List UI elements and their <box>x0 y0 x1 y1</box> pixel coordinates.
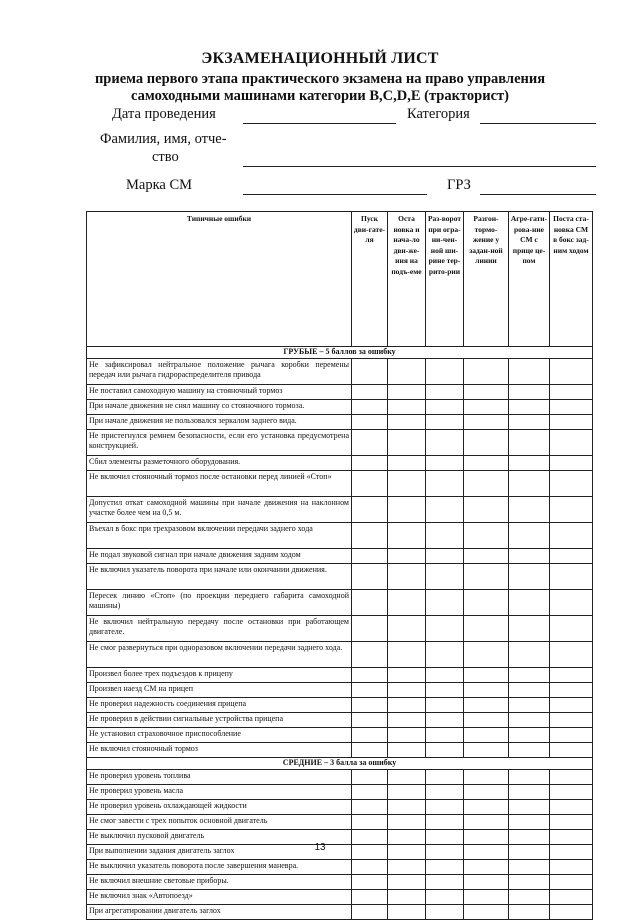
mark-cell[interactable] <box>550 430 593 456</box>
mark-cell[interactable] <box>352 616 388 642</box>
mark-cell[interactable] <box>550 683 593 698</box>
mark-cell[interactable] <box>464 785 509 800</box>
table-row <box>87 415 593 430</box>
mark-cell[interactable] <box>509 890 550 905</box>
mark-cell[interactable] <box>464 400 509 415</box>
mark-cell[interactable] <box>464 875 509 890</box>
col-header: Агре-гати-рова-ние СМ с прице це-пом <box>509 212 550 347</box>
mark-cell[interactable] <box>550 642 593 668</box>
mark-cell[interactable] <box>388 385 426 400</box>
table-row <box>87 875 593 890</box>
page-number: 13 <box>314 842 326 853</box>
name-label-2: ство <box>152 149 179 165</box>
mark-cell[interactable] <box>550 890 593 905</box>
error-description: Не смог развернуться при одноразовом включении передачи заднего хода. <box>87 642 352 668</box>
mark-cell[interactable] <box>509 549 550 564</box>
table-row <box>87 785 593 800</box>
mark-cell[interactable] <box>550 616 593 642</box>
mark-cell[interactable] <box>426 642 464 668</box>
error-description: Не выключил пусковой двигатель <box>87 830 352 845</box>
mark-cell[interactable] <box>509 642 550 668</box>
mark-cell[interactable] <box>426 890 464 905</box>
mark-cell[interactable] <box>388 743 426 758</box>
error-description: Не включил нейтральную передачу после остановки при работающем двигателе. <box>87 616 352 642</box>
mark-cell[interactable] <box>352 549 388 564</box>
mark-cell[interactable] <box>509 815 550 830</box>
table-row <box>87 400 593 415</box>
mark-cell[interactable] <box>352 359 388 385</box>
table-row <box>87 698 593 713</box>
mark-cell[interactable] <box>426 385 464 400</box>
error-description: Не проверил уровень масла <box>87 785 352 800</box>
table-row <box>87 523 593 549</box>
doc-subtitle-1: приема первого этапа практического экзамена на право управления <box>94 71 546 87</box>
mark-cell[interactable] <box>388 642 426 668</box>
mark-cell[interactable] <box>509 785 550 800</box>
mark-cell[interactable] <box>388 728 426 743</box>
errors-table <box>86 211 593 920</box>
mark-cell[interactable] <box>464 713 509 728</box>
mark-cell[interactable] <box>509 800 550 815</box>
mark-cell[interactable] <box>464 564 509 590</box>
mark-cell[interactable] <box>352 713 388 728</box>
mark-cell[interactable] <box>509 698 550 713</box>
mark-cell[interactable] <box>388 471 426 497</box>
mark-cell[interactable] <box>426 616 464 642</box>
mark-cell[interactable] <box>550 815 593 830</box>
mark-cell[interactable] <box>550 471 593 497</box>
mark-cell[interactable] <box>550 860 593 875</box>
mark-cell[interactable] <box>550 564 593 590</box>
mark-cell[interactable] <box>388 698 426 713</box>
mark-cell[interactable] <box>352 471 388 497</box>
mark-cell[interactable] <box>388 359 426 385</box>
error-description: При агрегатировании двигатель заглох <box>87 905 352 920</box>
error-description: Не смог завести с трех попыток основной двигатель <box>87 815 352 830</box>
mark-cell[interactable] <box>426 875 464 890</box>
table-row <box>87 860 593 875</box>
mark-cell[interactable] <box>550 456 593 471</box>
table-row <box>87 683 593 698</box>
mark-cell[interactable] <box>426 698 464 713</box>
mark-cell[interactable] <box>550 668 593 683</box>
table-row <box>87 905 593 920</box>
mark-cell[interactable] <box>509 860 550 875</box>
error-description: Не подал звуковой сигнал при начале движения задним ходом <box>87 549 352 564</box>
mark-cell[interactable] <box>550 728 593 743</box>
mark-cell[interactable] <box>426 683 464 698</box>
mark-cell[interactable] <box>352 430 388 456</box>
mark-cell[interactable] <box>550 785 593 800</box>
error-description: Не включил внешние световые приборы. <box>87 875 352 890</box>
plate-label: ГРЗ <box>447 177 471 193</box>
mark-cell[interactable] <box>352 456 388 471</box>
plate-field-line[interactable] <box>480 194 596 195</box>
mark-cell[interactable] <box>509 564 550 590</box>
error-description: Не проверил в действии сигнальные устройства прицепа <box>87 713 352 728</box>
mark-cell[interactable] <box>464 549 509 564</box>
section-title: СРЕДНИЕ – 3 балла за ошибку <box>87 758 593 770</box>
category-field-line[interactable] <box>480 123 596 124</box>
mark-cell[interactable] <box>509 430 550 456</box>
col-header: Оста новка и нача-ло дви-же-ния на подъ-еме <box>388 212 426 347</box>
mark-cell[interactable] <box>426 590 464 616</box>
table-row <box>87 549 593 564</box>
date-field-line[interactable] <box>243 123 396 124</box>
mark-cell[interactable] <box>464 770 509 785</box>
mark-cell[interactable] <box>550 770 593 785</box>
mark-cell[interactable] <box>388 430 426 456</box>
mark-cell[interactable] <box>352 683 388 698</box>
mark-cell[interactable] <box>509 456 550 471</box>
mark-cell[interactable] <box>464 456 509 471</box>
mark-cell[interactable] <box>426 456 464 471</box>
mark-cell[interactable] <box>426 430 464 456</box>
mark-cell[interactable] <box>550 415 593 430</box>
table-row <box>87 815 593 830</box>
table-row <box>87 642 593 668</box>
table-row <box>87 890 593 905</box>
mark-cell[interactable] <box>464 743 509 758</box>
mark-cell[interactable] <box>388 523 426 549</box>
mark-cell[interactable] <box>426 668 464 683</box>
mark-cell[interactable] <box>426 549 464 564</box>
mark-cell[interactable] <box>388 800 426 815</box>
section-header-row <box>87 347 593 359</box>
mark-cell[interactable] <box>426 785 464 800</box>
error-description: При выполнении задания двигатель заглох <box>87 845 352 860</box>
mark-cell[interactable] <box>352 385 388 400</box>
error-description: Произвел более трех подъездов к прицепу <box>87 668 352 683</box>
table-row <box>87 564 593 590</box>
error-description: Пересек линию «Стоп» (по проекции переднего габарита самоходной машины) <box>87 590 352 616</box>
error-description: Допустил откат самоходной машины при начале движения на наклонном участке более чем на 0,5 м. <box>87 497 352 523</box>
mark-cell[interactable] <box>352 590 388 616</box>
mark-cell[interactable] <box>352 523 388 549</box>
mark-cell[interactable] <box>464 890 509 905</box>
section-header-row <box>87 758 593 770</box>
mark-cell[interactable] <box>352 415 388 430</box>
table-row <box>87 430 593 456</box>
mark-cell[interactable] <box>464 415 509 430</box>
mark-cell[interactable] <box>509 471 550 497</box>
mark-cell[interactable] <box>509 359 550 385</box>
mark-cell[interactable] <box>426 815 464 830</box>
mark-cell[interactable] <box>352 668 388 683</box>
mark-cell[interactable] <box>426 359 464 385</box>
mark-cell[interactable] <box>550 590 593 616</box>
table-row <box>87 728 593 743</box>
error-description: Не поставил самоходную машину на стояночный тормоз <box>87 385 352 400</box>
brand-label: Марка СМ <box>126 177 193 193</box>
mark-cell[interactable] <box>352 770 388 785</box>
mark-cell[interactable] <box>352 815 388 830</box>
error-description: При начале движения не снял машину со стояночного тормоза. <box>87 400 352 415</box>
mark-cell[interactable] <box>388 905 426 920</box>
mark-cell[interactable] <box>509 616 550 642</box>
table-row <box>87 668 593 683</box>
mark-cell[interactable] <box>352 642 388 668</box>
mark-cell[interactable] <box>426 564 464 590</box>
error-description: Не выключил указатель поворота после завершения маневра. <box>87 860 352 875</box>
mark-cell[interactable] <box>352 890 388 905</box>
mark-cell[interactable] <box>352 800 388 815</box>
mark-cell[interactable] <box>352 785 388 800</box>
mark-cell[interactable] <box>388 564 426 590</box>
brand-field-line[interactable] <box>243 194 427 195</box>
mark-cell[interactable] <box>550 713 593 728</box>
mark-cell[interactable] <box>464 497 509 523</box>
mark-cell[interactable] <box>388 875 426 890</box>
mark-cell[interactable] <box>388 668 426 683</box>
mark-cell[interactable] <box>509 743 550 758</box>
mark-cell[interactable] <box>388 815 426 830</box>
mark-cell[interactable] <box>550 549 593 564</box>
error-description: При начале движения не пользовался зеркалом заднего вида. <box>87 415 352 430</box>
mark-cell[interactable] <box>464 590 509 616</box>
mark-cell[interactable] <box>388 683 426 698</box>
mark-cell[interactable] <box>426 905 464 920</box>
mark-cell[interactable] <box>509 400 550 415</box>
mark-cell[interactable] <box>352 497 388 523</box>
error-description: Въехал в бокс при трехразовом включении передачи заднего хода <box>87 523 352 549</box>
mark-cell[interactable] <box>464 385 509 400</box>
mark-cell[interactable] <box>464 860 509 875</box>
mark-cell[interactable] <box>509 415 550 430</box>
table-row <box>87 800 593 815</box>
mark-cell[interactable] <box>464 905 509 920</box>
mark-cell[interactable] <box>388 785 426 800</box>
mark-cell[interactable] <box>426 770 464 785</box>
mark-cell[interactable] <box>464 683 509 698</box>
table-row <box>87 456 593 471</box>
error-description: Не включил стояночный тормоз <box>87 743 352 758</box>
table-header-row <box>87 212 593 347</box>
table-row <box>87 590 593 616</box>
error-description: Не включил знак «Автопоезд» <box>87 890 352 905</box>
table-row <box>87 616 593 642</box>
mark-cell[interactable] <box>352 905 388 920</box>
mark-cell[interactable] <box>509 497 550 523</box>
table-row <box>87 497 593 523</box>
mark-cell[interactable] <box>509 770 550 785</box>
mark-cell[interactable] <box>509 523 550 549</box>
mark-cell[interactable] <box>509 590 550 616</box>
mark-cell[interactable] <box>550 359 593 385</box>
mark-cell[interactable] <box>352 400 388 415</box>
mark-cell[interactable] <box>464 523 509 549</box>
col-header: Разгон-тормо-жение у задан-ной линии <box>464 212 509 347</box>
col-header: Типичные ошибки <box>87 212 352 347</box>
section-title: ГРУБЫЕ – 5 баллов за ошибку <box>87 347 593 359</box>
mark-cell[interactable] <box>550 800 593 815</box>
mark-cell[interactable] <box>388 415 426 430</box>
mark-cell[interactable] <box>550 905 593 920</box>
mark-cell[interactable] <box>426 400 464 415</box>
mark-cell[interactable] <box>550 400 593 415</box>
mark-cell[interactable] <box>464 642 509 668</box>
mark-cell[interactable] <box>550 875 593 890</box>
error-description: Произвел наезд СМ на прицеп <box>87 683 352 698</box>
mark-cell[interactable] <box>426 471 464 497</box>
table-row <box>87 713 593 728</box>
doc-subtitle-2: самоходными машинами категории B,C,D,E (тракторист) <box>131 88 509 104</box>
mark-cell[interactable] <box>426 743 464 758</box>
mark-cell[interactable] <box>426 415 464 430</box>
table-row <box>87 471 593 497</box>
mark-cell[interactable] <box>464 728 509 743</box>
error-description: Не пристегнулся ремнем безопасности, если его установка предусмотрена конструкцией. <box>87 430 352 456</box>
mark-cell[interactable] <box>550 743 593 758</box>
date-label: Дата проведения <box>112 106 216 122</box>
mark-cell[interactable] <box>464 430 509 456</box>
mark-cell[interactable] <box>352 860 388 875</box>
mark-cell[interactable] <box>509 668 550 683</box>
error-description: Сбил элементы разметочного оборудования. <box>87 456 352 471</box>
mark-cell[interactable] <box>388 400 426 415</box>
mark-cell[interactable] <box>509 728 550 743</box>
error-description: Не включил указатель поворота при начале или окончании движения. <box>87 564 352 590</box>
error-description: Не установил страховочное приспособление <box>87 728 352 743</box>
error-description: Не включил стояночный тормоз после остановки перед линией «Стоп» <box>87 471 352 497</box>
mark-cell[interactable] <box>352 743 388 758</box>
table-row <box>87 743 593 758</box>
mark-cell[interactable] <box>388 770 426 785</box>
mark-cell[interactable] <box>550 385 593 400</box>
mark-cell[interactable] <box>464 668 509 683</box>
mark-cell[interactable] <box>388 497 426 523</box>
mark-cell[interactable] <box>509 713 550 728</box>
mark-cell[interactable] <box>550 497 593 523</box>
table-row <box>87 385 593 400</box>
doc-title: ЭКЗАМЕНАЦИОННЫЙ ЛИСТ <box>201 50 439 67</box>
mark-cell[interactable] <box>426 860 464 875</box>
mark-cell[interactable] <box>426 800 464 815</box>
error-description: Не проверил уровень топлива <box>87 770 352 785</box>
table-row <box>87 359 593 385</box>
mark-cell[interactable] <box>464 359 509 385</box>
mark-cell[interactable] <box>550 523 593 549</box>
mark-cell[interactable] <box>509 875 550 890</box>
mark-cell[interactable] <box>509 683 550 698</box>
col-header: Поста ста-новка СМ в бокс зад-ним ходом <box>550 212 593 347</box>
name-label-1: Фамилия, имя, отче- <box>100 131 227 147</box>
mark-cell[interactable] <box>426 497 464 523</box>
mark-cell[interactable] <box>426 713 464 728</box>
mark-cell[interactable] <box>464 471 509 497</box>
mark-cell[interactable] <box>388 549 426 564</box>
mark-cell[interactable] <box>352 875 388 890</box>
mark-cell[interactable] <box>464 698 509 713</box>
mark-cell[interactable] <box>352 564 388 590</box>
mark-cell[interactable] <box>388 456 426 471</box>
mark-cell[interactable] <box>464 815 509 830</box>
error-description: Не проверил уровень охлаждающей жидкости <box>87 800 352 815</box>
table-row <box>87 770 593 785</box>
mark-cell[interactable] <box>352 728 388 743</box>
mark-cell[interactable] <box>464 800 509 815</box>
category-label: Категория <box>407 106 470 122</box>
mark-cell[interactable] <box>352 698 388 713</box>
mark-cell[interactable] <box>550 698 593 713</box>
mark-cell[interactable] <box>388 590 426 616</box>
name-field-line[interactable] <box>243 166 596 167</box>
error-description: Не проверил надежность соединения прицепа <box>87 698 352 713</box>
error-description: Не зафиксировал нейтральное положение рычага коробки перемены передач или рычага гидрораспределителя привода <box>87 359 352 385</box>
mark-cell[interactable] <box>426 523 464 549</box>
mark-cell[interactable] <box>509 905 550 920</box>
mark-cell[interactable] <box>388 890 426 905</box>
mark-cell[interactable] <box>388 616 426 642</box>
mark-cell[interactable] <box>426 728 464 743</box>
mark-cell[interactable] <box>388 713 426 728</box>
mark-cell[interactable] <box>388 860 426 875</box>
col-header: Пуск дви-гате-ля <box>352 212 388 347</box>
mark-cell[interactable] <box>509 385 550 400</box>
mark-cell[interactable] <box>464 616 509 642</box>
col-header: Раз-ворот при огра-ни-чен-ной ши-рине тер-рито-рии <box>426 212 464 347</box>
